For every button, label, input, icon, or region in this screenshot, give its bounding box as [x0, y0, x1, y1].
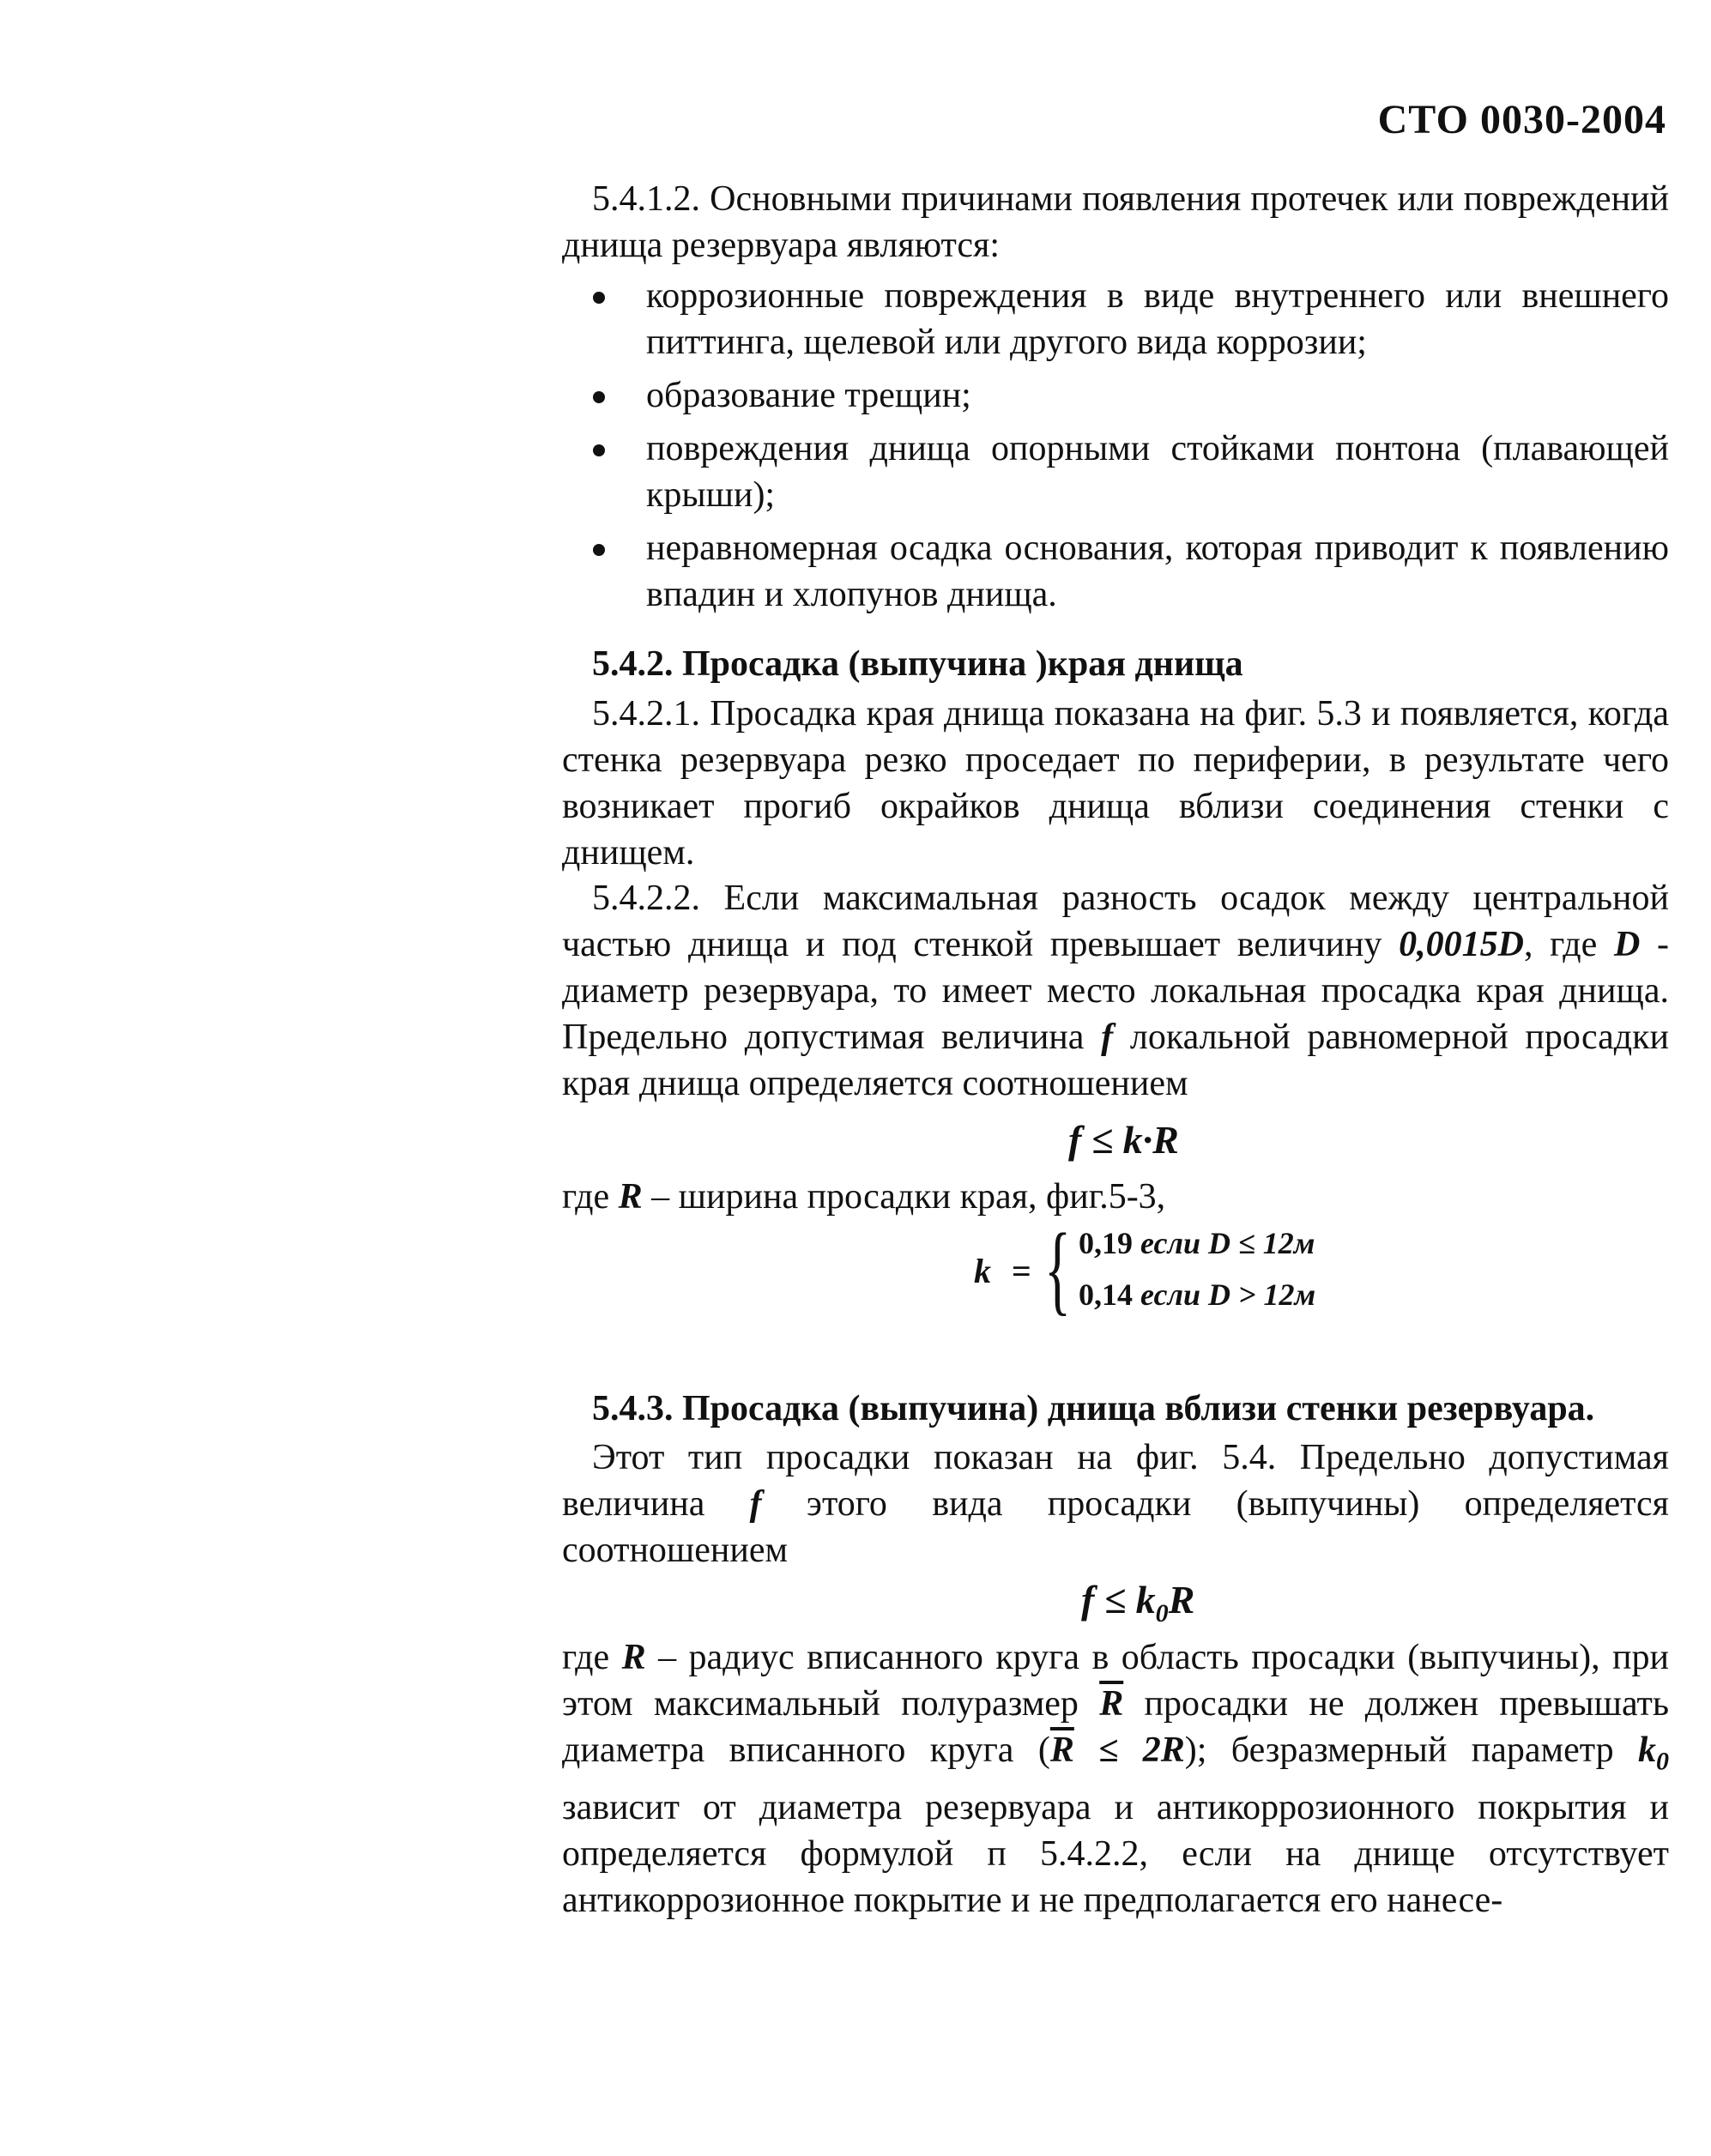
paragraph-5-4-3-2: где R – радиус вписанного круга в область просадки (выпучины), при этом максимальный полуразмер $\overline{R}$ просадки не должен превышать диаметра вписанного круга $(\overline{R} \le 2R)$; безразмерный параметр $k_0$ зависит от диаметра резервуара и антикоррозионного покрытия и определяется формулой п 5.4.2.2, если на днище отсутствует антикоррозионное покрытие и не предполагается его нанесе- — [562, 1638, 1670, 1921]
causes-list — [562, 273, 1669, 625]
equals-sign: = — [1012, 1252, 1031, 1290]
k-case-2: 0,14 если D > 12м — [1079, 1277, 1316, 1312]
paragraph-5-4-2-2: 5.4.2.2. Если максимальная разность осадок между центральной частью днища и под стенкой превышает величину 0,0015D, где D - диаметр резервуара, то имеет место локальная просадка края днища. Предельно допустимая величина f локальной равномерной просадки края днища определяется соотношением — [562, 879, 1670, 1103]
formula-f-le-kR: f ≤ k·R — [1068, 1118, 1179, 1162]
list-item: повреждения днища опорными стойками понтона (плавающей крыши); — [562, 426, 1669, 518]
formula-f-le-k0R: $f \le k_0R$ — [1081, 1578, 1195, 1628]
list-item: образование трещин; — [562, 372, 1669, 419]
bullet-icon — [593, 544, 605, 556]
document-code: СТО 0030-2004 — [1377, 97, 1666, 142]
bullet-icon — [593, 444, 605, 456]
bullet-icon — [593, 391, 605, 403]
heading-5-4-3: 5.4.3. Просадка (выпучина) днища вблизи стенки резервуара. — [592, 1389, 1595, 1428]
list-item: неравномерная осадка основания, которая приводит к появлению впадин и хлопунов днища. — [562, 525, 1669, 618]
k-case-1: 0,19 если D ≤ 12м — [1079, 1226, 1315, 1260]
bullet-icon — [593, 292, 605, 304]
k-symbol: k — [974, 1252, 991, 1290]
heading-5-4-2: 5.4.2. Просадка (выпучина )края днища — [592, 644, 1243, 684]
paragraph-5-4-2-1: 5.4.2.1. Просадка края днища показана на фиг. 5.3 и появляется, когда стенка резервуара резко проседает по периферии, в результате чего возникает прогиб окрайков днища вблизи соединения стенки с днищем. — [562, 694, 1669, 873]
brace-icon: { — [1044, 1212, 1072, 1325]
paragraph-5-4-3-1: Этот тип просадки показан на фиг. 5.4. Предельно допустимая величина f этого вида просадки (выпучины) определяется соотношением — [562, 1438, 1669, 1570]
list-item: коррозионные повреждения в виде внутреннего или внешнего питтинга, щелевой или другого вида коррозии; — [562, 273, 1669, 365]
paragraph-5-4-1-2: 5.4.1.2. Основными причинами появления протечек или повреждений днища резервуара являются: — [562, 179, 1669, 265]
where-R-width: где R – ширина просадки края, фиг.5-3, — [562, 1177, 1166, 1217]
